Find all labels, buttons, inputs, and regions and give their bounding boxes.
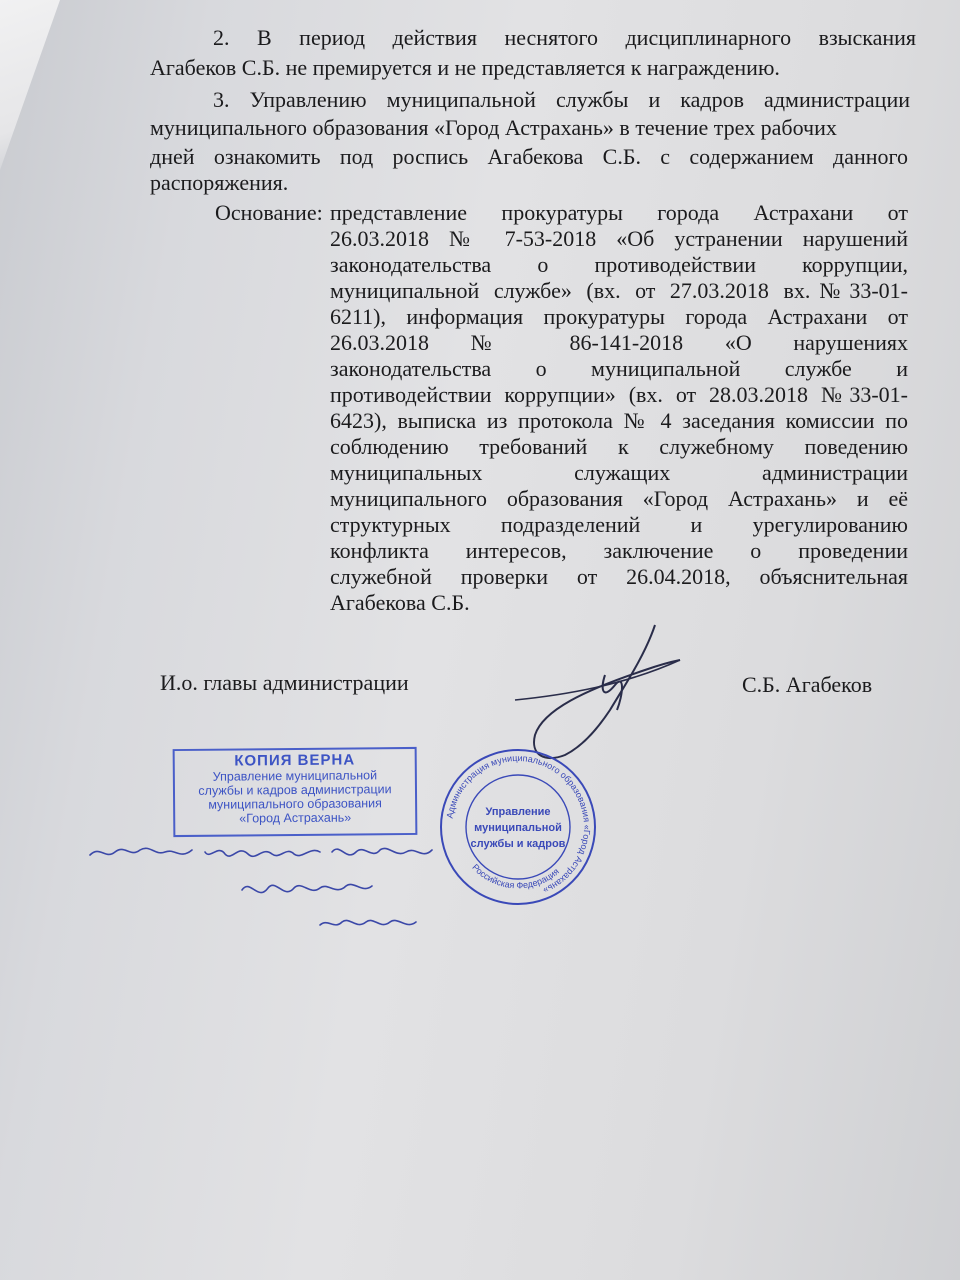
basis-line: муниципального образования «Город Астрахань» и её	[330, 486, 908, 511]
paragraph-2-line-1: 2. В период действия неснятого дисциплинарного взыскания	[213, 25, 916, 50]
basis-line: противодействии коррупции» (вх. от 28.03.2018 №33-01-	[330, 382, 908, 407]
seal-outer-text: Администрация муниципального образования «Город Астрахань»	[444, 752, 593, 896]
basis-line: муниципальных служащих администрации	[330, 460, 908, 485]
basis-line: представление прокуратуры города Астрахани от	[330, 200, 908, 225]
stamp-line: «Город Астрахань»	[239, 810, 352, 826]
signatory-name: С.Б. Агабеков	[742, 672, 873, 697]
basis-line: 26.03.2018 № 7-53-2018 «Об устранении нарушений	[330, 226, 908, 251]
stamp-line: службы и кадров администрации	[198, 782, 392, 798]
basis-line: 6211), информация прокуратуры города Астрахани от	[330, 304, 908, 329]
basis-text	[330, 200, 908, 616]
stamp-line: муниципального образования	[208, 796, 382, 812]
basis-line: конфликта интересов, заключение о проведении	[330, 538, 908, 563]
signature-icon	[505, 615, 685, 765]
handwritten-note-icon	[80, 830, 500, 940]
stamp-line: Управление муниципальной	[212, 768, 378, 784]
seal-bottom-text: Российская Федерация	[470, 862, 561, 891]
basis-line: Агабекова С.Б.	[330, 590, 470, 615]
basis-line: 26.03.2018 № 86-141-2018 «О нарушениях	[330, 330, 908, 355]
paragraph-3-line-1: 3. Управлению муниципальной службы и кадров администрации	[213, 87, 910, 112]
seal-center-line: службы и кадров	[470, 838, 566, 850]
seal-center-line: Управление	[485, 806, 551, 818]
paragraph-3-line-2: муниципального образования «Город Астрахань» в течение трех рабочих	[150, 115, 837, 140]
basis-line: 6423), выписка из протокола № 4 заседания комиссии по	[330, 408, 908, 433]
basis-label: Основание:	[215, 200, 323, 225]
seal-center-line: муниципальной	[474, 822, 562, 834]
paragraph-3-line-3: дней ознакомить под роспись Агабекова С.Б. с содержанием данного	[150, 144, 908, 169]
signatory-title: И.о. главы администрации	[160, 670, 409, 695]
basis-line: служебной проверки от 26.04.2018, объяснительная	[330, 564, 908, 589]
basis-line: структурных подразделений и урегулированию	[330, 512, 908, 537]
stamp-title: КОПИЯ ВЕРНА	[234, 751, 356, 770]
paragraph-3-line-4: распоряжения.	[150, 170, 289, 195]
basis-line: законодательства о противодействии коррупции,	[330, 252, 908, 277]
basis-line: законодательства о муниципальной службе и	[330, 356, 908, 381]
copy-certified-stamp	[173, 747, 418, 837]
basis-line: муниципальной службе» (вх. от 27.03.2018 вх.№33-01-	[330, 278, 908, 303]
paragraph-2-line-2: Агабеков С.Б. не премируется и не представляется к награждению.	[150, 55, 780, 80]
basis-line: соблюдению требований к служебному поведению	[330, 434, 908, 459]
